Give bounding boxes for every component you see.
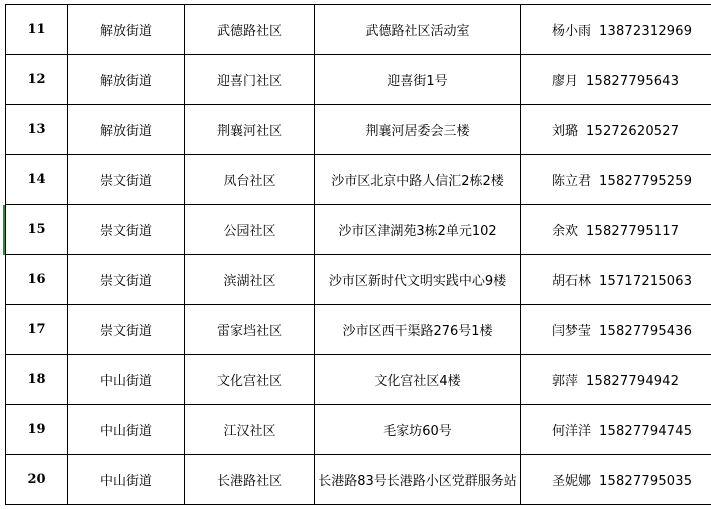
street-cell[interactable]: 解放街道 [68,55,185,105]
street-cell[interactable]: 崇文街道 [68,255,185,305]
row-number-cell[interactable]: 19 [6,405,68,455]
table-row[interactable] [6,305,711,355]
contact-phone: 15827795643 [586,74,680,89]
community-cell[interactable]: 滨湖社区 [185,255,315,305]
community-cell[interactable]: 荆襄河社区 [185,105,315,155]
contact-name: 郭萍 [552,374,579,389]
contact-name: 余欢 [552,224,579,239]
contact-phone: 15827794942 [586,374,680,389]
address-cell[interactable]: 长港路83号长港路小区党群服务站 [315,455,521,505]
contact-phone: 15827794745 [599,424,693,439]
contact-phone: 15827795117 [586,224,680,239]
contact-cell[interactable] [521,255,711,305]
table-row[interactable] [6,205,711,255]
contact-name: 胡石林 [552,274,592,289]
selection-marker [3,205,5,255]
contact-phone: 13872312969 [599,24,693,39]
contact-phone: 15827795436 [599,324,693,339]
contact-name: 杨小雨 [552,24,592,39]
contact-phone: 15272620527 [586,124,680,139]
contact-name: 圣妮娜 [552,474,592,489]
row-number-cell[interactable]: 17 [6,305,68,355]
community-contact-table [5,4,711,505]
contact-cell[interactable] [521,105,711,155]
address-cell[interactable]: 毛家坊60号 [315,405,521,455]
address-cell[interactable]: 沙市区津湖苑3栋2单元102 [315,205,521,255]
contact-name: 廖月 [552,74,579,89]
row-number-cell[interactable]: 20 [6,455,68,505]
address-cell[interactable]: 沙市区新时代文明实践中心9楼 [315,255,521,305]
street-cell[interactable]: 解放街道 [68,5,185,55]
contact-cell[interactable] [521,55,711,105]
address-cell[interactable]: 迎喜街1号 [315,55,521,105]
address-cell[interactable]: 沙市区西干渠路276号1楼 [315,305,521,355]
street-cell[interactable]: 解放街道 [68,105,185,155]
contact-name: 陈立君 [552,174,592,189]
street-cell[interactable]: 崇文街道 [68,305,185,355]
contact-cell[interactable] [521,5,711,55]
table-row[interactable] [6,355,711,405]
community-cell[interactable]: 江汉社区 [185,405,315,455]
contact-phone: 15827795259 [599,174,693,189]
row-number-cell[interactable]: 14 [6,155,68,205]
row-number-cell[interactable]: 16 [6,255,68,305]
row-number-cell[interactable]: 15 [6,205,68,255]
address-cell[interactable]: 武德路社区活动室 [315,5,521,55]
row-number-cell[interactable]: 13 [6,105,68,155]
row-number-cell[interactable]: 11 [6,5,68,55]
contact-cell[interactable] [521,355,711,405]
community-cell[interactable]: 迎喜门社区 [185,55,315,105]
contact-name: 何洋洋 [552,424,592,439]
contact-cell[interactable] [521,405,711,455]
table-row[interactable] [6,255,711,305]
street-cell[interactable]: 崇文街道 [68,205,185,255]
address-cell[interactable]: 沙市区北京中路人信汇2栋2楼 [315,155,521,205]
row-number-cell[interactable]: 18 [6,355,68,405]
street-cell[interactable]: 中山街道 [68,355,185,405]
contact-cell[interactable] [521,205,711,255]
community-cell[interactable]: 文化宫社区 [185,355,315,405]
community-cell[interactable]: 雷家垱社区 [185,305,315,355]
table-row[interactable] [6,55,711,105]
contact-phone: 15827795035 [599,474,693,489]
street-cell[interactable]: 中山街道 [68,455,185,505]
community-cell[interactable]: 凤台社区 [185,155,315,205]
street-cell[interactable]: 中山街道 [68,405,185,455]
contact-phone: 15717215063 [599,274,693,289]
row-number-cell[interactable]: 12 [6,55,68,105]
address-cell[interactable]: 荆襄河居委会三楼 [315,105,521,155]
street-cell[interactable]: 崇文街道 [68,155,185,205]
contact-name: 刘璐 [552,124,579,139]
table-row[interactable] [6,405,711,455]
table-row[interactable] [6,455,711,505]
contact-name: 闫梦莹 [552,324,592,339]
community-cell[interactable]: 公园社区 [185,205,315,255]
contact-cell[interactable] [521,305,711,355]
address-cell[interactable]: 文化宫社区4楼 [315,355,521,405]
table-row[interactable] [6,155,711,205]
contact-cell[interactable] [521,155,711,205]
contact-cell[interactable] [521,455,711,505]
table-row[interactable] [6,105,711,155]
community-cell[interactable]: 长港路社区 [185,455,315,505]
community-cell[interactable]: 武德路社区 [185,5,315,55]
table-row[interactable] [6,5,711,55]
